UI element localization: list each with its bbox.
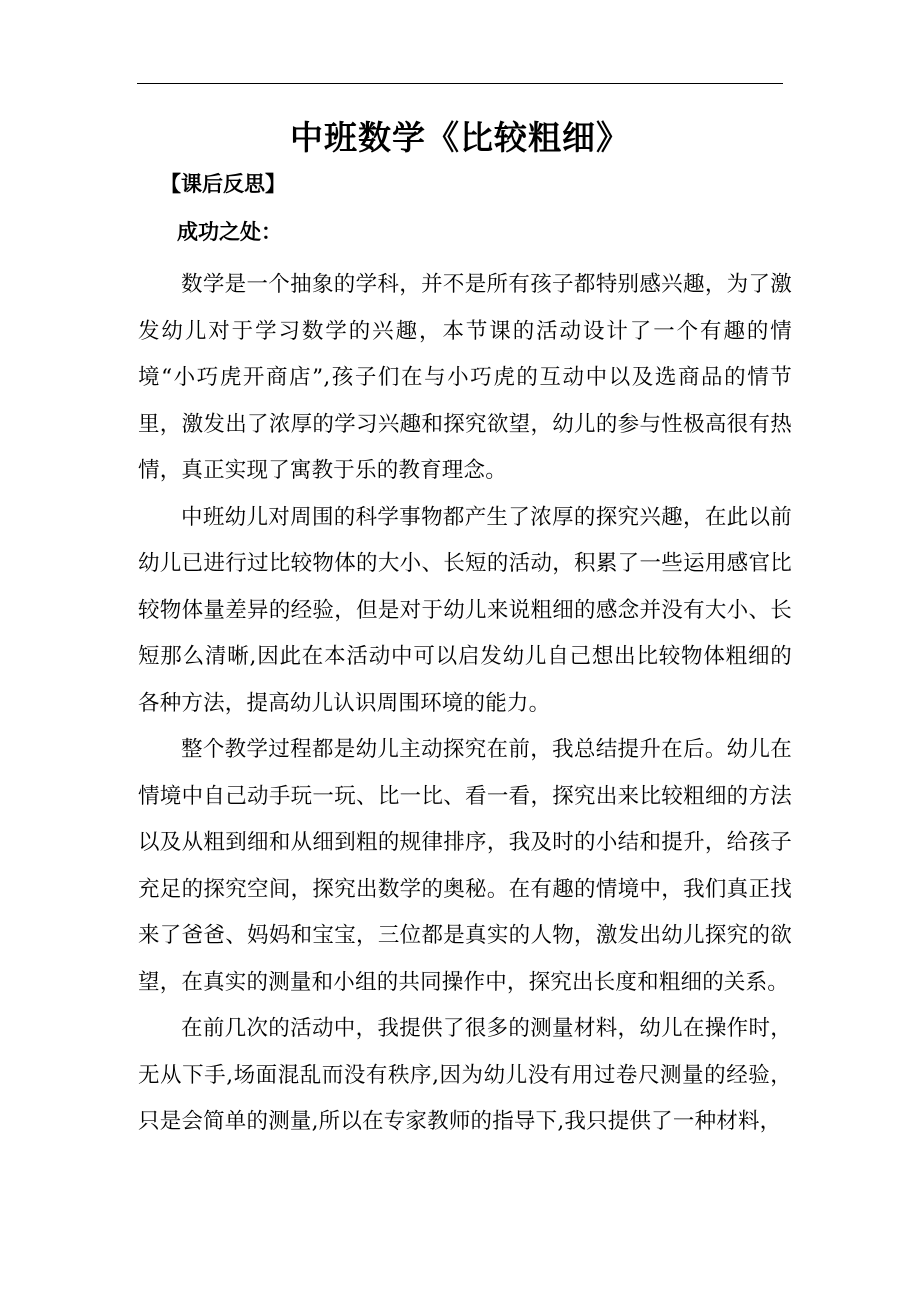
subheading: 成功之处： — [177, 219, 282, 244]
paragraph-2: 中班幼儿对周围的科学事物都产生了浓厚的探究兴趣，在此以前幼儿已进行过比较物体的大小、长短的活动，积累了一些运用感官比较物体量差异的经验，但是对于幼儿来说粗细的感念并没有大小、长短那么清晰,因此在本活动中可以启发幼儿自己想出比较物体粗细的各种方法，提高幼儿认识周围环境的能力。 — [138, 504, 792, 716]
paragraph-3: 整个教学过程都是幼儿主动探究在前，我总结提升在后。幼儿在情境中自己动手玩一玩、比一比、看一看，探究出来比较粗细的方法以及从粗到细和从细到粗的规律排序，我及时的小结和提升，给孩子充足的探究空间，探究出数学的奥秘。在有趣的情境中，我们真正找来了爸爸、妈妈和宝宝，三位都是真实的人物，激发出幼儿探究的欲望，在真实的测量和小组的共同操作中，探究出长度和粗细的关系。 — [138, 737, 792, 995]
section-heading: 【课后反思】 — [160, 171, 286, 196]
body-text — [138, 262, 792, 1146]
header-rule — [137, 83, 783, 84]
paragraph-4: 在前几次的活动中，我提供了很多的测量材料，幼儿在操作时，无从下手,场面混乱而没有秩序,因为幼儿没有用过卷尺测量的经验，只是会简单的测量,所以在专家教师的指导下,我只提供了一种材料， — [138, 1016, 792, 1134]
document-title: 中班数学《比较粗细》 — [290, 118, 630, 157]
paragraph-1: 数学是一个抽象的学科，并不是所有孩子都特别感兴趣，为了激发幼儿对于学习数学的兴趣，本节课的活动设计了一个有趣的情境“小巧虎开商店”,孩子们在与小巧虎的互动中以及选商品的情节里，激发出了浓厚的学习兴趣和探究欲望，幼儿的参与性极高很有热情，真正实现了寓教于乐的教育理念。 — [138, 272, 792, 483]
